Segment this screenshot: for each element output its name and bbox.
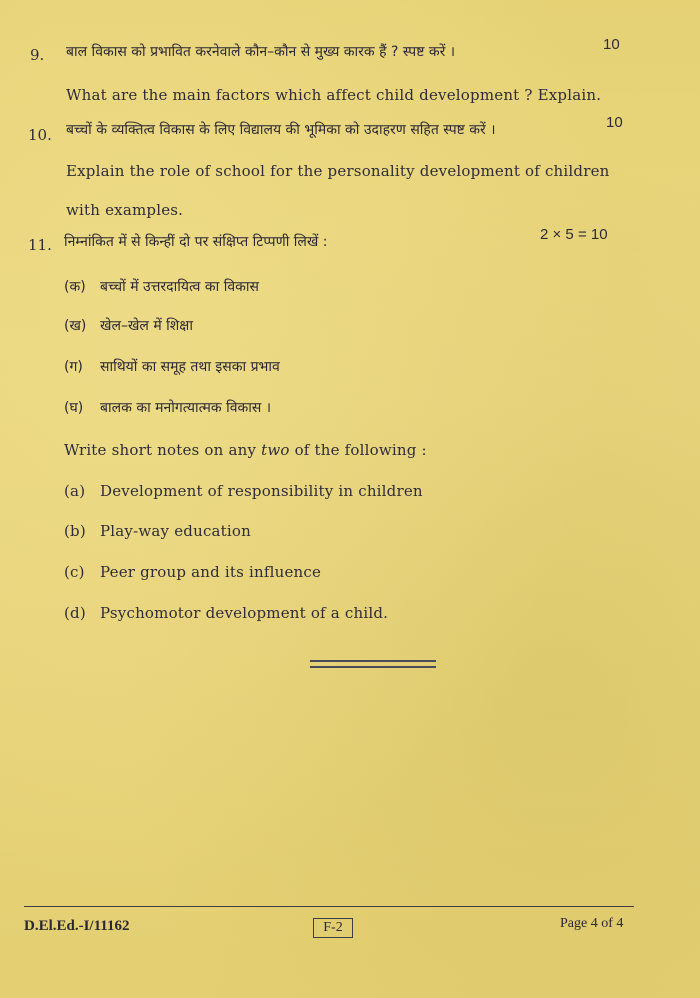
option-text: Development of responsibility in children: [100, 482, 423, 500]
question-11-hindi: निम्नांकित में से किन्हीं दो पर संक्षिप्त टिप्पणी लिखें :: [64, 234, 328, 250]
option-text: बच्चों में उत्तरदायित्व का विकास: [100, 279, 259, 295]
question-9-number: 9.: [30, 46, 45, 64]
question-11-english-instruction: [64, 441, 427, 459]
option-label: (a): [64, 482, 86, 500]
question-10-marks: 10: [606, 114, 623, 131]
english-option-d: [64, 604, 388, 622]
hindi-option-ga: [64, 357, 280, 376]
option-text: Play-way education: [100, 522, 251, 540]
question-9-hindi: बाल विकास को प्रभावित करनेवाले कौन–कौन से मुख्य कारक हैं ? स्पष्ट करें ।: [66, 44, 456, 60]
option-label: (क): [64, 279, 86, 295]
option-label: (ग): [64, 359, 83, 375]
question-10-english-line1: Explain the role of school for the personality development of children: [66, 162, 610, 180]
english-option-c: [64, 563, 321, 581]
option-label: (b): [64, 522, 86, 540]
footer-course-code: D.El.Ed.-I/11162: [24, 918, 130, 934]
footer-set-code: F-2: [313, 918, 353, 938]
english-option-a: [64, 482, 423, 500]
question-10-english-line2: with examples.: [66, 201, 184, 219]
hindi-option-gha: [64, 398, 271, 417]
english-option-b: [64, 522, 251, 540]
question-10-hindi: बच्चों के व्यक्तित्व विकास के लिए विद्यालय की भूमिका को उदाहरण सहित स्पष्ट करें ।: [66, 122, 496, 138]
instruction-post: of the following :: [289, 441, 427, 459]
option-label: (c): [64, 563, 85, 581]
hindi-option-ka: [64, 277, 259, 296]
option-text: बालक का मनोगत्यात्मक विकास ।: [100, 400, 272, 416]
instruction-emphasis: two: [261, 441, 290, 459]
question-11-number: 11.: [28, 236, 52, 254]
question-9-english: What are the main factors which affect child development ? Explain.: [66, 86, 602, 104]
option-label: (d): [64, 604, 86, 622]
footer-page-number: Page 4 of 4: [560, 916, 624, 931]
footer-divider: [24, 906, 634, 907]
instruction-pre: Write short notes on any: [64, 441, 262, 459]
question-11-marks: 2 × 5 = 10: [540, 226, 608, 243]
option-label: (घ): [64, 400, 84, 416]
option-text: Peer group and its influence: [100, 563, 322, 581]
hindi-option-kha: [64, 316, 193, 335]
option-text: खेल–खेल में शिक्षा: [100, 318, 193, 334]
end-of-questions-divider: [310, 660, 436, 668]
question-10-number: 10.: [28, 126, 52, 144]
option-label: (ख): [64, 318, 87, 334]
option-text: साथियों का समूह तथा इसका प्रभाव: [100, 359, 280, 375]
question-9-marks: 10: [603, 36, 620, 53]
option-text: Psychomotor development of a child.: [100, 604, 389, 622]
